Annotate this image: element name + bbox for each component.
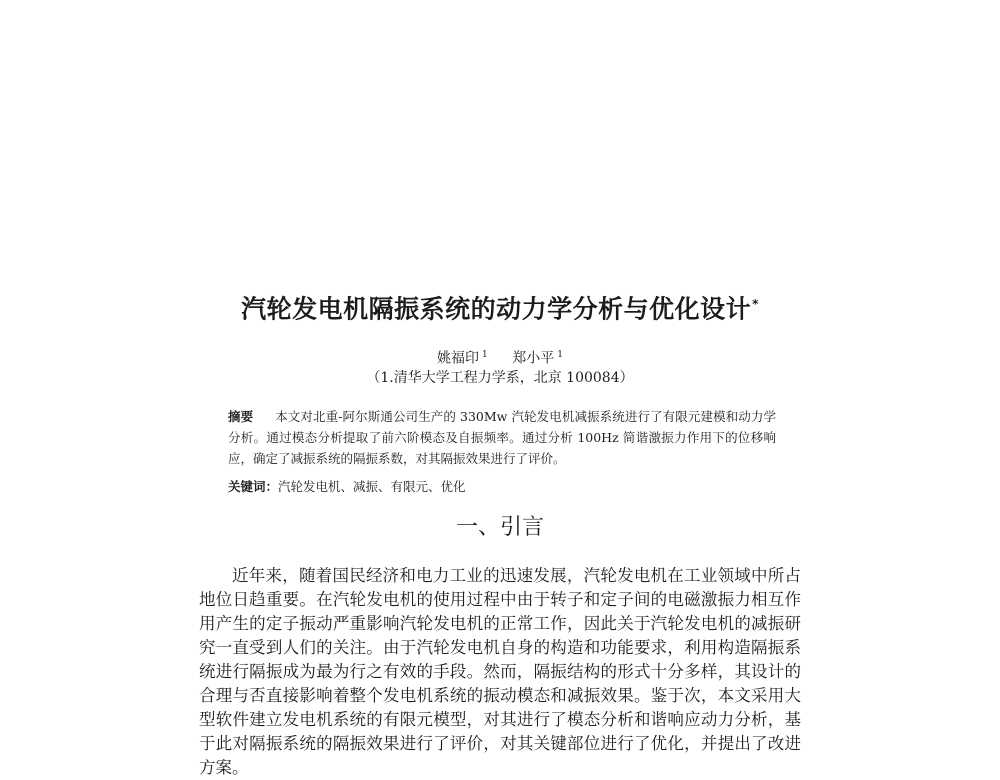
paper-title-text: 汽轮发电机隔振系统的动力学分析与优化设计	[241, 294, 752, 324]
keywords-line	[228, 478, 466, 496]
keywords-text: 汽轮发电机、减振、有限元、优化	[278, 479, 466, 494]
author	[512, 345, 563, 369]
author-affiliation-mark: 1	[557, 350, 563, 360]
intro-paragraph: 近年来，随着国民经济和电力工业的迅速发展，汽轮发电机在工业领域中所占地位日趋重要。在汽轮发电机的使用过程中由于转子和定子间的电磁激振力相互作用产生的定子振动严重影响汽轮发电机的正常工作，因此关于汽轮发电机的减振研究一直受到人们的关注。由于汽轮发电机自身的构造和功能要求，利用构造隔振系统进行隔振成为最为行之有效的手段。然而，隔振结构的形式十分多样，其设计的合理与否直接影响着整个发电机系统的振动模态和减振效果。鉴于次，本文采用大型软件建立发电机系统的有限元模型，对其进行了模态分析和谐响应动力分析，基于此对隔振系统的隔振效果进行了评价，对其关键部位进行了优化，并提出了改进方案。	[199, 566, 801, 777]
affiliation-line: （1.清华大学工程力学系，北京 100084）	[366, 370, 634, 386]
abstract-block	[228, 406, 776, 469]
abstract-label: 摘要	[228, 409, 254, 424]
section-heading: 一、引言	[455, 515, 544, 540]
author-affiliation-mark: 1	[482, 350, 488, 360]
keywords-label: 关键词：	[228, 479, 279, 494]
title-footnote-mark: *	[752, 297, 759, 311]
author-name: 郑小平	[512, 350, 555, 367]
author	[437, 345, 488, 369]
abstract-text: 本文对北重-阿尔斯通公司生产的 330Mw 汽轮发电机减振系统进行了有限元建模和动力学分析。通过模态分析提取了前六阶模态及自振频率。通过分析 100Hz 简谐激振力作用下的位移响应，确定了减振系统的隔振系数，对其隔振效果进行了评价。	[228, 409, 776, 466]
author-list	[0, 345, 1000, 369]
paper-title	[0, 288, 1000, 325]
author-name: 姚福印	[437, 350, 480, 367]
